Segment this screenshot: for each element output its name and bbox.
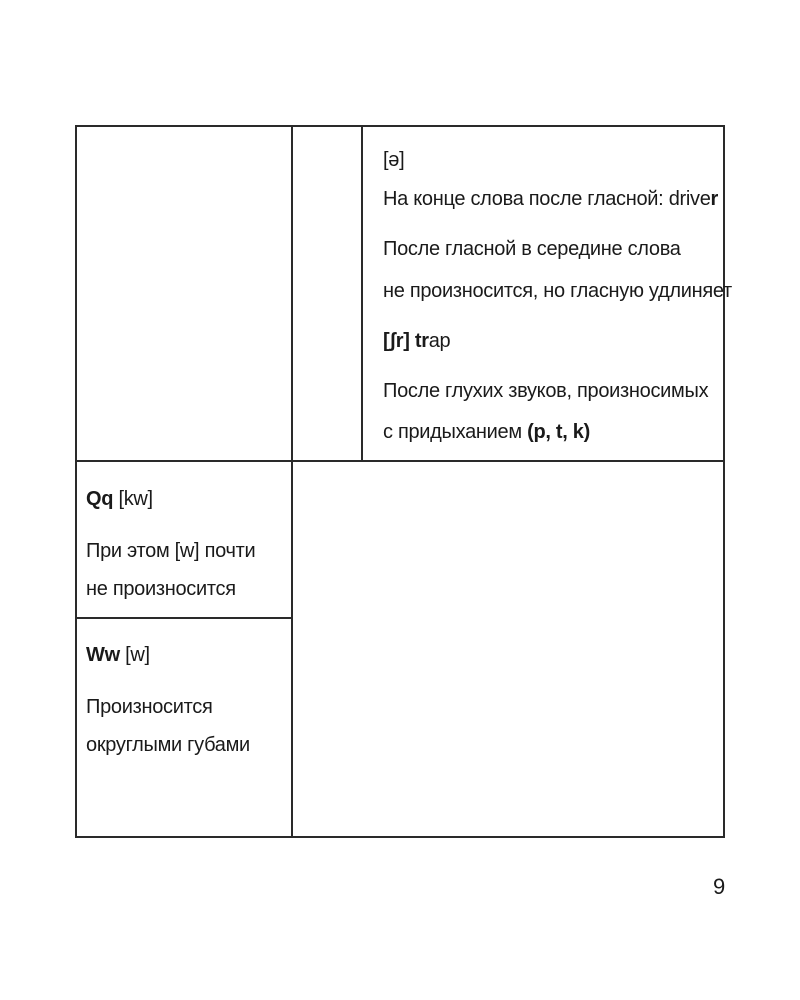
page-number: 9 [713,874,726,899]
schwa-sound: [ə] [383,149,405,171]
tr-example: ap [428,330,451,352]
tr-sound: [ʃr] [383,330,410,352]
qq-sound: [kw] [118,488,153,510]
ww-letter: Ww [86,644,120,666]
column-divider-1 [291,125,293,838]
voiceless-consonants: (p, t, k) [527,421,590,443]
mid-word-note-line1: После гласной в середине слова [383,238,681,260]
table-bottom-border [75,836,725,838]
qq-heading [86,484,153,514]
schwa-note [383,184,718,214]
schwa-example-bold: r [710,188,719,210]
mid-word-note-line2: не произносится, но гласную удлиняет [383,280,732,302]
voiceless-note-line2 [383,417,590,447]
schwa-example: drive [668,188,711,210]
ww-note-line2: округлыми губами [86,734,250,756]
tr-example-bold: tr [414,330,429,352]
voiceless-note-text: с придыханием [383,421,528,443]
ww-sound: [w] [125,644,150,666]
qq-letter: Qq [86,488,114,510]
ww-cell [77,619,291,836]
ww-heading [86,640,150,670]
qq-note-line1: При этом [w] почти [86,540,256,562]
schwa-note-text: На конце слова после гласной: [383,188,669,210]
ww-note-line1: Произносится [86,696,213,718]
qq-note-line2: не произносится [86,578,236,600]
table-right-border [723,125,725,838]
r-sounds-cell [363,127,732,460]
qq-cell [77,462,291,617]
tr-sound-line [383,326,450,356]
voiceless-note-line1: После глухих звуков, произносимых [383,380,709,402]
